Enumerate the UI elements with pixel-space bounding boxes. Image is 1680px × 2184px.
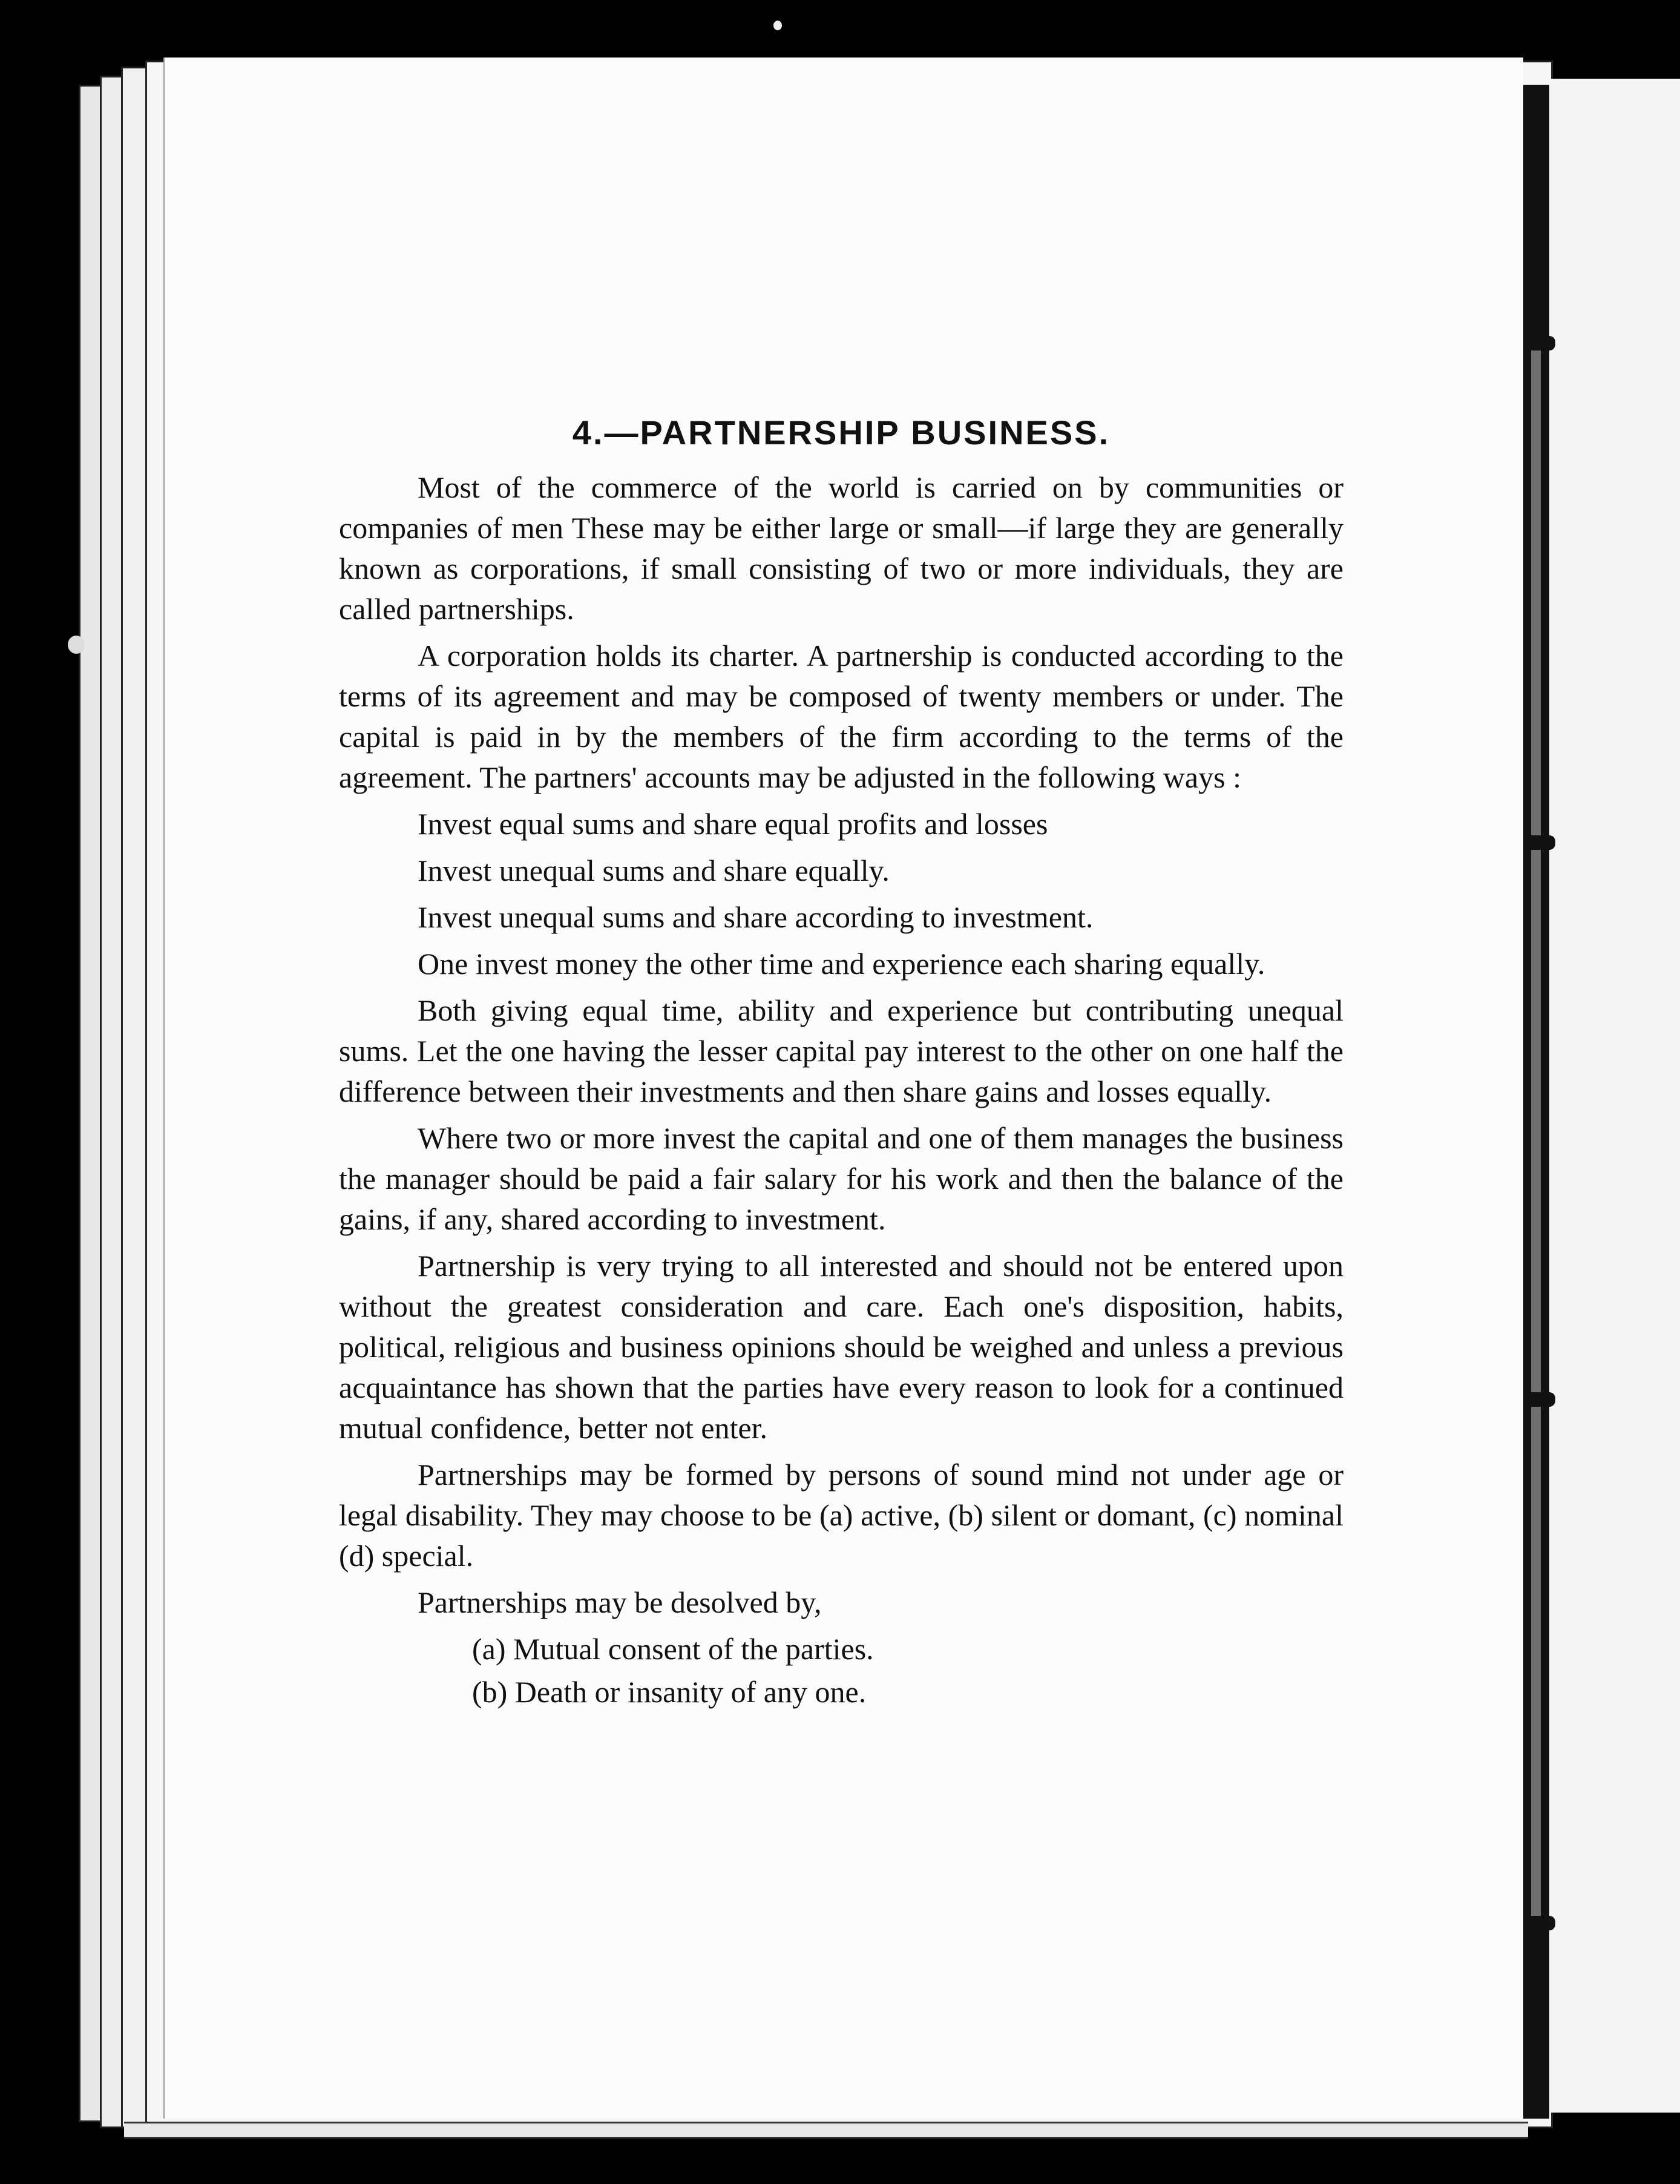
dissolution-item: (a) Mutual consent of the parties. [472,1632,874,1666]
adjacent-page [1549,79,1680,2113]
section-heading: 4.—PARTNERSHIP BUSINESS. [572,413,1111,452]
paragraph-corporation: A corporation holds its charter. A partnership is conducted according to the terms of its agreement and may be composed of twenty members or under. The capital is paid in by the members of the firm according to the terms of the agreement. The partners' accounts may be adjusted in the following ways : [339,639,1344,794]
paragraph-commerce: Most of the commerce of the world is carried on by communities or companies of men These may be either large or small—if large they are generally known as corporations, if small consisting of two or more individuals, they are called partnerships. [339,470,1344,626]
scan-speck [68,636,85,654]
dissolution-item: (b) Death or insanity of any one. [472,1675,867,1709]
dissolution-intro: Partnerships may be desolved by, [418,1585,822,1619]
paragraph-unequal-sums: Both giving equal time, ability and experience but contributing unequal sums. Let the one having the lesser capital pay interest to the other on one half the difference between their investments and then share gains and losses equally. [339,993,1344,1108]
paragraph-time-experience: One invest money the other time and experience each sharing equally. [418,947,1265,981]
scan-speck [773,21,782,30]
page-text [339,412,1344,1715]
paragraph-manager: Where two or more invest the capital and one of them manages the business the manager should be paid a fair salary for his work and then the balance of the gains, if any, shared according to investment. [339,1121,1344,1236]
binding-highlight [1531,339,1541,1925]
way-item: Invest equal sums and share equal profits and losses [418,807,1048,841]
paragraph-formed: Partnerships may be formed by persons of sound mind not under age or legal disability. They may choose to be (a) active, (b) silent or domant, (c) nominal (d) special. [339,1458,1344,1573]
way-item: Invest unequal sums and share according to investment. [418,900,1094,934]
paragraph-trying: Partnership is very trying to all interested and should not be entered upon without the greatest consideration and care. Each one's disposition, habits, political, religious and business opinions should be weighed and unless a previous acquaintance has shown that the parties have every reason to look for a continued mutual confidence, better not enter. [339,1249,1344,1445]
bottom-page-edge [124,2122,1528,2139]
way-item: Invest unequal sums and share equally. [418,854,890,887]
